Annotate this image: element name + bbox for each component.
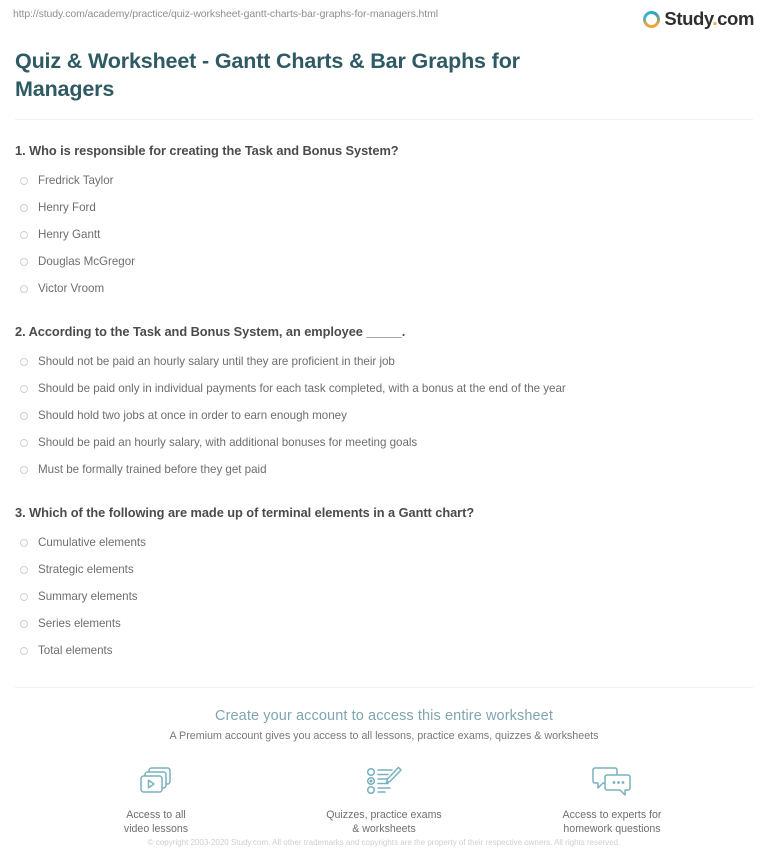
quiz-worksheet-icon (309, 760, 459, 802)
question-text: 3. Which of the following are made up of terminal elements in a Gantt chart? (15, 505, 475, 520)
features-list (0, 760, 768, 836)
answer-option[interactable] (15, 221, 753, 248)
radio-button-icon[interactable] (20, 358, 28, 366)
feature-label-line2: & worksheets (352, 822, 416, 835)
answer-options (15, 529, 753, 664)
answer-label: Series elements (38, 616, 121, 630)
answer-label: Fredrick Taylor (38, 173, 114, 187)
answer-label: Henry Ford (38, 200, 96, 214)
radio-button-icon[interactable] (20, 439, 28, 447)
feature-item (81, 760, 231, 836)
answer-label: Henry Gantt (38, 227, 101, 241)
play-circle-icon (643, 11, 660, 28)
question-text: 1. Who is responsible for creating the Task and Bonus System? (15, 143, 399, 158)
answer-option[interactable] (15, 610, 753, 637)
feature-label-line1: Access to experts for (562, 809, 662, 821)
logo-text (664, 8, 754, 30)
answer-option[interactable] (15, 167, 753, 194)
questions-list (0, 142, 768, 664)
radio-button-icon[interactable] (20, 258, 28, 266)
radio-button-icon[interactable] (20, 385, 28, 393)
answer-label: Victor Vroom (38, 281, 105, 295)
answer-label: Douglas McGregor (38, 254, 135, 268)
logo-brand: Study (664, 8, 713, 29)
answer-option[interactable] (15, 248, 753, 275)
question-block (15, 323, 753, 483)
copyright-notice: © copyright 2003-2020 Study.com. All other trademarks and copyrights are the property of their respective owners. All rights reserved. (147, 838, 621, 847)
radio-button-icon[interactable] (20, 566, 28, 574)
answer-label: Should hold two jobs at once in order to earn enough money (38, 408, 347, 422)
page-title: Quiz & Worksheet - Gantt Charts & Bar Graphs for Managers (15, 49, 520, 101)
answer-label: Summary elements (38, 589, 138, 603)
feature-label-line1: Access to all (126, 809, 186, 821)
radio-button-icon[interactable] (20, 177, 28, 185)
radio-button-icon[interactable] (20, 593, 28, 601)
radio-button-icon[interactable] (20, 412, 28, 420)
print-header (0, 0, 768, 30)
video-lessons-icon (81, 760, 231, 802)
answer-option[interactable] (15, 529, 753, 556)
answer-label: Should be paid only in individual payments for each task completed, with a bonus at the end of the year (38, 381, 566, 395)
answer-option[interactable] (15, 556, 753, 583)
radio-button-icon[interactable] (20, 647, 28, 655)
feature-label (309, 809, 459, 836)
chat-bubbles-icon (537, 760, 687, 802)
feature-label (81, 809, 231, 836)
radio-button-icon[interactable] (20, 539, 28, 547)
question-text: 2. According to the Task and Bonus System, an employee _____. (15, 324, 406, 339)
answer-option[interactable] (15, 194, 753, 221)
feature-label (537, 809, 687, 836)
logo-suffix: com (717, 8, 754, 29)
answer-label: Should not be paid an hourly salary until they are proficient in their job (38, 354, 395, 368)
title-divider (15, 119, 753, 120)
answer-option[interactable] (15, 348, 753, 375)
radio-button-icon[interactable] (20, 620, 28, 628)
cta-heading: Create your account to access this entire worksheet (215, 708, 553, 724)
answer-option[interactable] (15, 275, 753, 302)
cta-subheading: A Premium account gives you access to all lessons, practice exams, quizzes & worksheets (169, 730, 599, 742)
cta-section (0, 688, 768, 836)
feature-item (309, 760, 459, 836)
answer-option[interactable] (15, 637, 753, 664)
answer-option[interactable] (15, 456, 753, 483)
answer-option[interactable] (15, 375, 753, 402)
answer-option[interactable] (15, 583, 753, 610)
answer-label: Total elements (38, 643, 113, 657)
radio-button-icon[interactable] (20, 466, 28, 474)
page-url: http://study.com/academy/practice/quiz-worksheet-gantt-charts-bar-graphs-for-managers.html (13, 8, 438, 20)
answer-options (15, 167, 753, 302)
question-block (15, 142, 753, 302)
answer-label: Strategic elements (38, 562, 134, 576)
answer-options (15, 348, 753, 483)
answer-option[interactable] (15, 402, 753, 429)
question-block (15, 504, 753, 664)
answer-option[interactable] (15, 429, 753, 456)
feature-label-line2: video lessons (123, 822, 189, 835)
radio-button-icon[interactable] (20, 285, 28, 293)
answer-label: Should be paid an hourly salary, with additional bonuses for meeting goals (38, 435, 418, 449)
feature-label-line2: homework questions (563, 822, 661, 835)
logo-dot: . (712, 8, 718, 29)
feature-item (537, 760, 687, 836)
answer-label: Must be formally trained before they get paid (38, 462, 267, 476)
feature-label-line1: Quizzes, practice exams (326, 809, 442, 821)
radio-button-icon[interactable] (20, 204, 28, 212)
study-com-logo (643, 8, 754, 30)
answer-label: Cumulative elements (38, 535, 146, 549)
radio-button-icon[interactable] (20, 231, 28, 239)
